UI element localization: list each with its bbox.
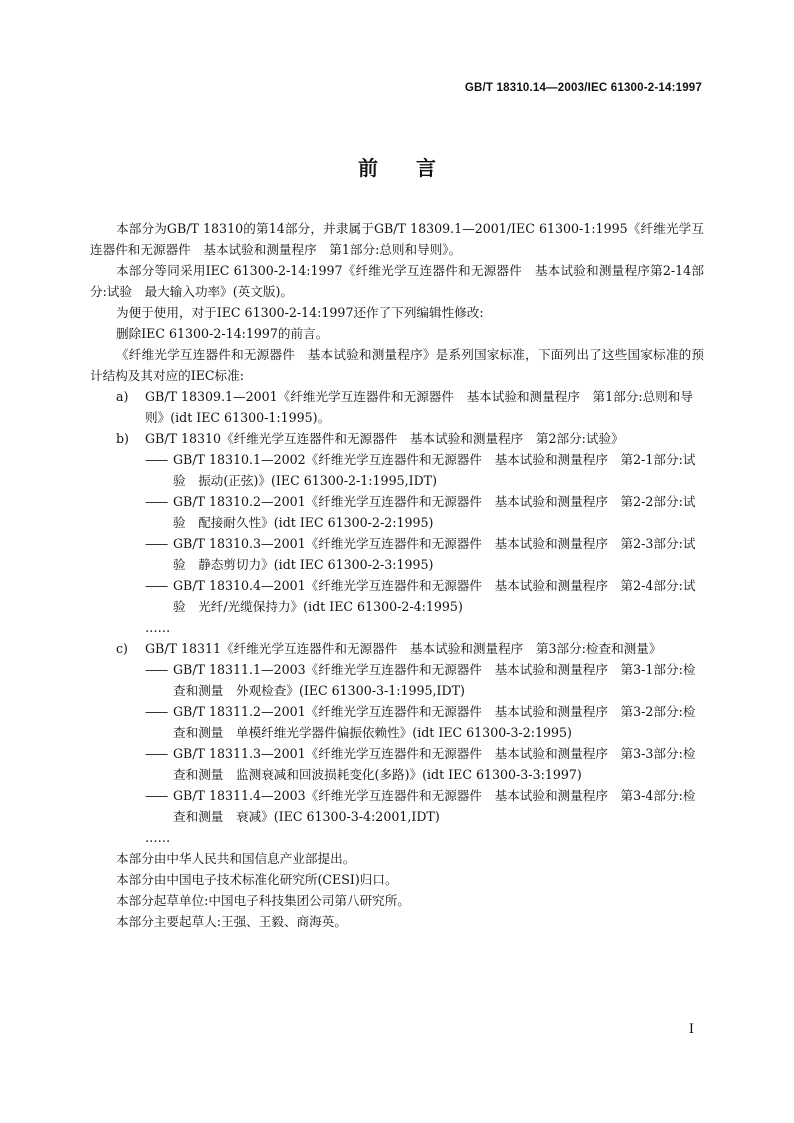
sub-item-text: GB/T 18311.4—2003《纤维光学互连器件和无源器件 基本试验和测量程序 第3-4部分:检查和测量 衰减》(IEC 61300-3-4:2001,IDT) bbox=[173, 788, 696, 824]
list-item-text: GB/T 18310《纤维光学互连器件和无源器件 基本试验和测量程序 第2部分:试验》 bbox=[145, 431, 624, 446]
sub-item-text: GB/T 18310.1—2002《纤维光学互连器件和无源器件 基本试验和测量程序 第2-1部分:试验 振动(正弦)》(IEC 61300-2-1:1995,IDT) bbox=[173, 452, 696, 488]
list-item-text: GB/T 18311《纤维光学互连器件和无源器件 基本试验和测量程序 第3部分:检查和测量》 bbox=[145, 641, 662, 656]
list-item-text: GB/T 18309.1—2001《纤维光学互连器件和无源器件 基本试验和测量程序 第1部分:总则和导则》(idt IEC 61300-1:1995)。 bbox=[145, 389, 693, 425]
list-marker: a) bbox=[116, 389, 129, 404]
ellipsis: …… bbox=[145, 830, 171, 845]
standard-number-header: GB/T 18310.14—2003/IEC 61300-2-14:1997 bbox=[464, 82, 702, 94]
sub-item-text: GB/T 18310.3—2001《纤维光学互连器件和无源器件 基本试验和测量程序 第2-3部分:试验 静态剪切力》(idt IEC 61300-2-3:1995) bbox=[173, 536, 696, 572]
paragraph-series-intro: 《纤维光学互连器件和无源器件 基本试验和测量程序》是系列国家标准，下面列出了这些国家标准的预计结构及其对应的IEC标准: bbox=[90, 347, 704, 383]
paragraph-proposer: 本部分由中华人民共和国信息产业部提出。 bbox=[116, 851, 356, 866]
list-item-b bbox=[90, 428, 704, 449]
sub-item bbox=[90, 785, 704, 827]
dash-marker: —— bbox=[145, 578, 167, 593]
dash-marker: —— bbox=[145, 788, 167, 803]
sub-item-text: GB/T 18311.1—2003《纤维光学互连器件和无源器件 基本试验和测量程序 第3-1部分:检查和测量 外观检查》(IEC 61300-3-1:1995,IDT) bbox=[173, 662, 696, 698]
sub-item bbox=[90, 491, 704, 533]
document-body bbox=[90, 218, 704, 932]
paragraph-deleted-foreword: 删除IEC 61300-2-14:1997的前言。 bbox=[116, 326, 329, 341]
paragraph-adoption: 本部分等同采用IEC 61300-2-14:1997《纤维光学互连器件和无源器件 基本试验和测量程序第2-14部分:试验 最大输入功率》(英文版)。 bbox=[90, 263, 704, 299]
list-marker: b) bbox=[116, 431, 129, 446]
paragraph-scope: 本部分为GB/T 18310的第14部分，并隶属于GB/T 18309.1—2001/IEC 61300-1:1995《纤维光学互连器件和无源器件 基本试验和测量程序 第1部分:总则和导则》。 bbox=[90, 221, 704, 257]
sub-item-text: GB/T 18310.4—2001《纤维光学互连器件和无源器件 基本试验和测量程序 第2-4部分:试验 光纤/光缆保持力》(idt IEC 61300-2-4:1995) bbox=[173, 578, 696, 614]
list-item-a bbox=[90, 386, 704, 428]
sub-item bbox=[90, 533, 704, 575]
page-number: I bbox=[688, 1022, 694, 1037]
dash-marker: —— bbox=[145, 704, 167, 719]
list-marker: c) bbox=[116, 641, 128, 656]
paragraph-responsible-org: 本部分由中国电子技术标准化研究所(CESI)归口。 bbox=[116, 872, 398, 887]
sub-item bbox=[90, 701, 704, 743]
sub-item-text: GB/T 18310.2—2001《纤维光学互连器件和无源器件 基本试验和测量程序 第2-2部分:试验 配接耐久性》(idt IEC 61300-2-2:1995) bbox=[173, 494, 696, 530]
sub-item-text: GB/T 18311.2—2001《纤维光学互连器件和无源器件 基本试验和测量程序 第3-2部分:检查和测量 单模纤维光学器件偏振依赖性》(idt IEC 61300-3-2:1995) bbox=[173, 704, 696, 740]
list-item-c bbox=[90, 638, 704, 659]
dash-marker: —— bbox=[145, 494, 167, 509]
dash-marker: —— bbox=[145, 746, 167, 761]
sub-item bbox=[90, 743, 704, 785]
paragraph-drafting-unit: 本部分起草单位:中国电子科技集团公司第八研究所。 bbox=[116, 893, 410, 908]
sub-item bbox=[90, 575, 704, 617]
dash-marker: —— bbox=[145, 452, 167, 467]
sub-item-text: GB/T 18311.3—2001《纤维光学互连器件和无源器件 基本试验和测量程序 第3-3部分:检查和测量 监测衰减和回波损耗变化(多路)》(idt IEC 61300-3-3:1997) bbox=[173, 746, 696, 782]
ellipsis: …… bbox=[145, 620, 171, 635]
paragraph-editorial-changes: 为便于使用，对于IEC 61300-2-14:1997还作了下列编辑性修改: bbox=[116, 305, 484, 320]
dash-marker: —— bbox=[145, 662, 167, 677]
sub-item bbox=[90, 449, 704, 491]
page-title: 前言 bbox=[358, 156, 474, 180]
paragraph-drafters: 本部分主要起草人:王强、王毅、商海英。 bbox=[116, 914, 347, 929]
sub-item bbox=[90, 659, 704, 701]
dash-marker: —— bbox=[145, 536, 167, 551]
